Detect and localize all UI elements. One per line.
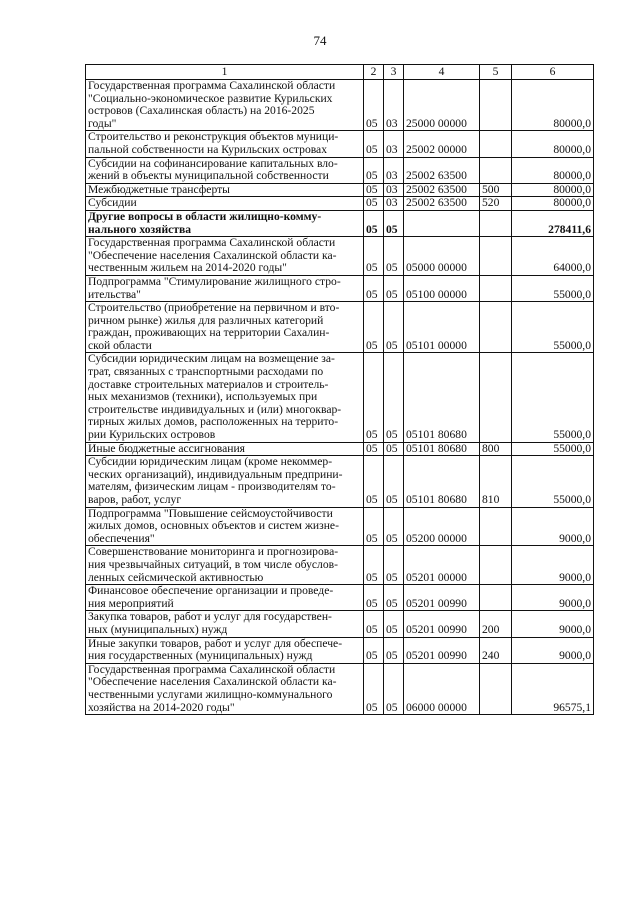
table-row bbox=[86, 442, 594, 456]
row-amount: 55000,0 bbox=[512, 442, 594, 456]
row-name: Государственная программа Сахалинской области "Обеспечение населения Сахалинской области ка- чественными услугами жилищно-коммунального хозяйства на 2014-2020 годы" bbox=[86, 663, 364, 714]
header-col-3: 3 bbox=[384, 65, 404, 80]
table-row bbox=[86, 507, 594, 546]
row-section: 05 bbox=[364, 546, 384, 585]
row-expense-type bbox=[480, 546, 512, 585]
row-amount: 9000,0 bbox=[512, 637, 594, 663]
table-row bbox=[86, 157, 594, 183]
row-name: Закупка товаров, работ и услуг для государствен- ных (муниципальных) нужд bbox=[86, 611, 364, 637]
row-target-article: 25002 00000 bbox=[404, 131, 480, 157]
row-expense-type bbox=[480, 210, 512, 236]
row-expense-type bbox=[480, 585, 512, 611]
header-col-5: 5 bbox=[480, 65, 512, 80]
row-subsection: 03 bbox=[384, 157, 404, 183]
row-amount: 278411,6 bbox=[512, 210, 594, 236]
row-name: Межбюджетные трансферты bbox=[86, 183, 364, 197]
row-amount: 55000,0 bbox=[512, 456, 594, 507]
row-target-article: 25002 63500 bbox=[404, 197, 480, 211]
table-row bbox=[86, 80, 594, 131]
table-row bbox=[86, 546, 594, 585]
table-row bbox=[86, 183, 594, 197]
row-amount: 55000,0 bbox=[512, 353, 594, 442]
row-name: Субсидии на софинансирование капитальных вло- жений в объекты муниципальной собственности bbox=[86, 157, 364, 183]
row-section: 05 bbox=[364, 585, 384, 611]
row-amount: 64000,0 bbox=[512, 237, 594, 276]
row-amount: 9000,0 bbox=[512, 546, 594, 585]
row-target-article: 05200 00000 bbox=[404, 507, 480, 546]
row-expense-type bbox=[480, 131, 512, 157]
row-section: 05 bbox=[364, 663, 384, 714]
row-subsection: 05 bbox=[384, 546, 404, 585]
row-name: Совершенствование мониторинга и прогнозирова- ния чрезвычайных ситуаций, в том числе обуслов- ленных сейсмической активностью bbox=[86, 546, 364, 585]
row-target-article: 05101 80680 bbox=[404, 353, 480, 442]
row-amount: 96575,1 bbox=[512, 663, 594, 714]
row-name: Строительство и реконструкция объектов муници- пальной собственности на Курильских островах bbox=[86, 131, 364, 157]
header-col-4: 4 bbox=[404, 65, 480, 80]
table-row bbox=[86, 663, 594, 714]
row-section: 05 bbox=[364, 275, 384, 301]
row-expense-type: 810 bbox=[480, 456, 512, 507]
table-row bbox=[86, 637, 594, 663]
row-subsection: 05 bbox=[384, 275, 404, 301]
row-section: 05 bbox=[364, 302, 384, 353]
row-name: Государственная программа Сахалинской области "Обеспечение населения Сахалинской области ка- чественным жильем на 2014-2020 годы" bbox=[86, 237, 364, 276]
row-subsection: 05 bbox=[384, 237, 404, 276]
row-name: Субсидии bbox=[86, 197, 364, 211]
row-expense-type: 200 bbox=[480, 611, 512, 637]
row-section: 05 bbox=[364, 237, 384, 276]
row-target-article: 25000 00000 bbox=[404, 80, 480, 131]
row-name: Подпрограмма "Повышение сейсмоустойчивости жилых домов, основных объектов и систем жизне- обеспечения" bbox=[86, 507, 364, 546]
table-row bbox=[86, 456, 594, 507]
table-row bbox=[86, 585, 594, 611]
row-expense-type bbox=[480, 157, 512, 183]
row-subsection: 05 bbox=[384, 353, 404, 442]
row-subsection: 03 bbox=[384, 80, 404, 131]
row-expense-type bbox=[480, 302, 512, 353]
row-section: 05 bbox=[364, 80, 384, 131]
row-subsection: 05 bbox=[384, 611, 404, 637]
row-target-article: 25002 63500 bbox=[404, 157, 480, 183]
row-expense-type bbox=[480, 507, 512, 546]
row-amount: 80000,0 bbox=[512, 183, 594, 197]
row-name: Строительство (приобретение на первичном и вто- ричном рынке) жилья для различных категорий граждан, проживающих на территории Сахалин- ской области bbox=[86, 302, 364, 353]
row-target-article: 05101 80680 bbox=[404, 456, 480, 507]
row-section: 05 bbox=[364, 442, 384, 456]
header-row bbox=[86, 65, 594, 80]
row-section: 05 bbox=[364, 507, 384, 546]
row-name: Субсидии юридическим лицам (кроме некоммер- ческих организаций), индивидуальным предприни- мателям, физическим лицам - производителям то- варов, работ, услуг bbox=[86, 456, 364, 507]
row-name: Финансовое обеспечение организации и проведе- ния мероприятий bbox=[86, 585, 364, 611]
row-name: Иные бюджетные ассигнования bbox=[86, 442, 364, 456]
row-amount: 55000,0 bbox=[512, 275, 594, 301]
row-target-article: 05201 00990 bbox=[404, 611, 480, 637]
row-section: 05 bbox=[364, 210, 384, 236]
table-body bbox=[86, 80, 594, 715]
row-subsection: 05 bbox=[384, 210, 404, 236]
row-section: 05 bbox=[364, 157, 384, 183]
table-row bbox=[86, 353, 594, 442]
row-target-article: 05201 00990 bbox=[404, 637, 480, 663]
row-subsection: 05 bbox=[384, 585, 404, 611]
budget-table bbox=[85, 64, 594, 715]
table-row bbox=[86, 197, 594, 211]
row-subsection: 05 bbox=[384, 663, 404, 714]
row-subsection: 05 bbox=[384, 507, 404, 546]
row-subsection: 05 bbox=[384, 302, 404, 353]
row-expense-type bbox=[480, 237, 512, 276]
row-target-article: 05101 80680 bbox=[404, 442, 480, 456]
row-amount: 80000,0 bbox=[512, 131, 594, 157]
table-row bbox=[86, 237, 594, 276]
page-number: 74 bbox=[313, 33, 327, 48]
row-subsection: 05 bbox=[384, 442, 404, 456]
row-section: 05 bbox=[364, 197, 384, 211]
row-expense-type bbox=[480, 663, 512, 714]
row-section: 05 bbox=[364, 456, 384, 507]
row-subsection: 03 bbox=[384, 197, 404, 211]
row-expense-type: 800 bbox=[480, 442, 512, 456]
row-amount: 80000,0 bbox=[512, 157, 594, 183]
row-target-article: 06000 00000 bbox=[404, 663, 480, 714]
table-row bbox=[86, 210, 594, 236]
header-col-2: 2 bbox=[364, 65, 384, 80]
table-row bbox=[86, 131, 594, 157]
row-target-article: 05000 00000 bbox=[404, 237, 480, 276]
table-header bbox=[86, 65, 594, 80]
row-target-article: 05201 00000 bbox=[404, 546, 480, 585]
row-subsection: 05 bbox=[384, 456, 404, 507]
row-amount: 55000,0 bbox=[512, 302, 594, 353]
row-section: 05 bbox=[364, 611, 384, 637]
row-target-article: 05201 00990 bbox=[404, 585, 480, 611]
row-amount: 80000,0 bbox=[512, 80, 594, 131]
row-amount: 9000,0 bbox=[512, 507, 594, 546]
row-target-article: 05101 00000 bbox=[404, 302, 480, 353]
row-expense-type bbox=[480, 80, 512, 131]
row-target-article: 05100 00000 bbox=[404, 275, 480, 301]
table-row bbox=[86, 611, 594, 637]
row-amount: 9000,0 bbox=[512, 585, 594, 611]
table-row bbox=[86, 302, 594, 353]
row-amount: 80000,0 bbox=[512, 197, 594, 211]
row-section: 05 bbox=[364, 637, 384, 663]
row-name: Подпрограмма "Стимулирование жилищного стро- ительства" bbox=[86, 275, 364, 301]
row-target-article: 25002 63500 bbox=[404, 183, 480, 197]
row-name: Иные закупки товаров, работ и услуг для обеспече- ния государственных (муниципальных) нужд bbox=[86, 637, 364, 663]
row-subsection: 03 bbox=[384, 131, 404, 157]
row-subsection: 03 bbox=[384, 183, 404, 197]
header-col-1: 1 bbox=[86, 65, 364, 80]
row-expense-type bbox=[480, 275, 512, 301]
row-expense-type: 520 bbox=[480, 197, 512, 211]
row-amount: 9000,0 bbox=[512, 611, 594, 637]
row-expense-type bbox=[480, 353, 512, 442]
header-col-6: 6 bbox=[512, 65, 594, 80]
row-subsection: 05 bbox=[384, 637, 404, 663]
row-name: Субсидии юридическим лицам на возмещение за- трат, связанных с транспортными расходами по доставке строительных материалов и строитель- ных механизмов (техники), используемых при строительстве индивидуальных и (или) многоквар- тирных жилых домов, расположенных на террито- рии Курильских островов bbox=[86, 353, 364, 442]
row-section: 05 bbox=[364, 353, 384, 442]
table-row bbox=[86, 275, 594, 301]
row-name: Другие вопросы в области жилищно-комму- нального хозяйства bbox=[86, 210, 364, 236]
row-name: Государственная программа Сахалинской области "Социально-экономическое развитие Курильских островов (Сахалинская область) на 2016-2025 годы" bbox=[86, 80, 364, 131]
row-section: 05 bbox=[364, 131, 384, 157]
row-section: 05 bbox=[364, 183, 384, 197]
row-expense-type: 240 bbox=[480, 637, 512, 663]
row-expense-type: 500 bbox=[480, 183, 512, 197]
row-target-article bbox=[404, 210, 480, 236]
